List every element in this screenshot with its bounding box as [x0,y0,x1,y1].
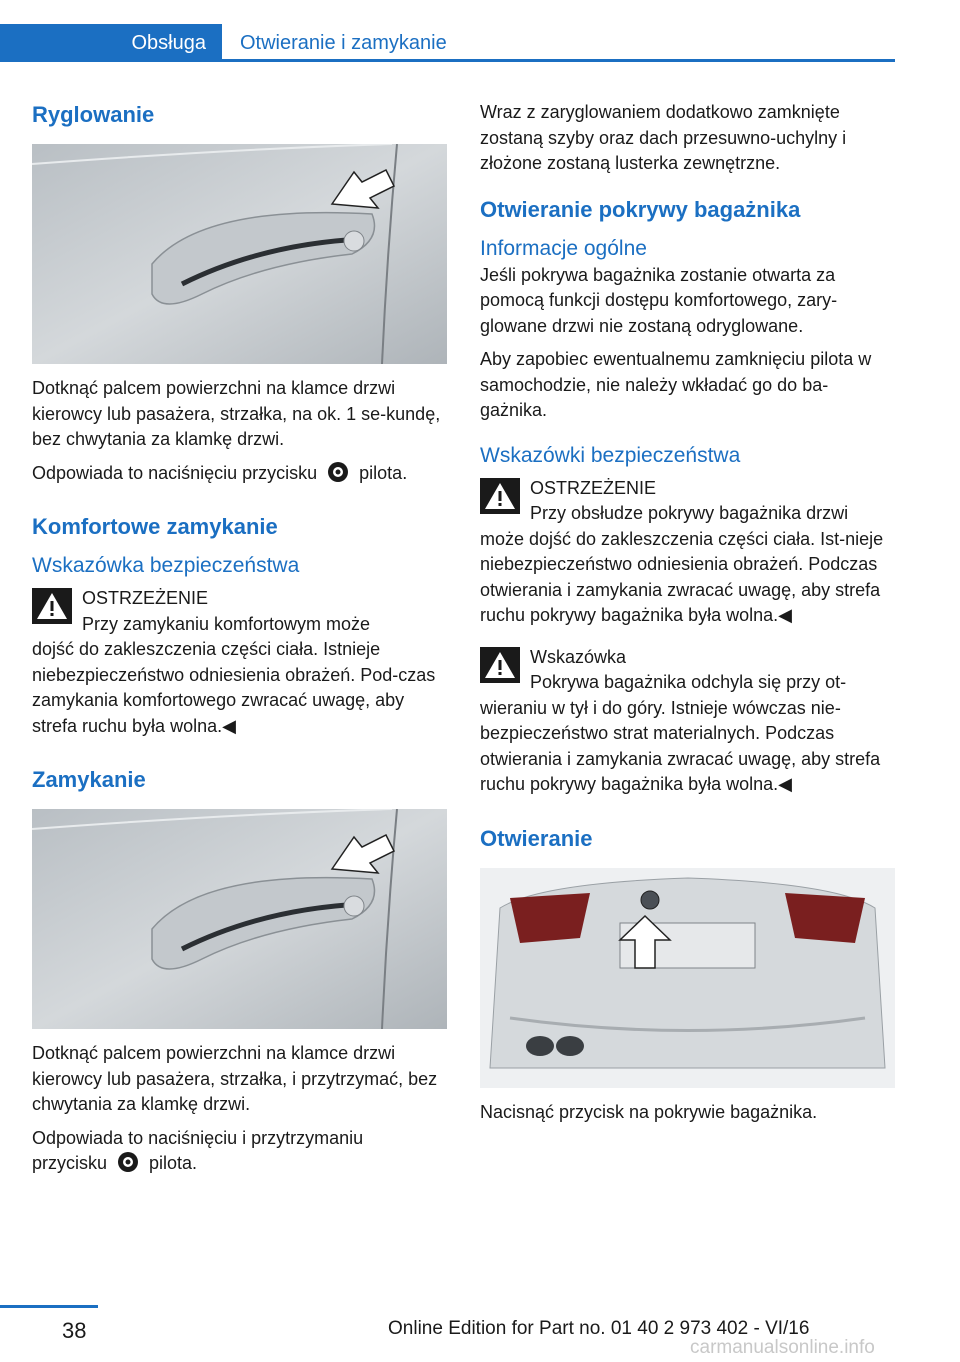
note-box [480,645,895,798]
right-column [480,100,895,1125]
warning-text: dojść do zakleszczenia części ciała. Istnieje niebezpieczeństwo odniesienia obrażeń. Pod‐czas zamykania komfortowego zwracać uwagę, aby strefa ruchu była wolna.◀ [32,639,436,736]
chapter-tab: Otwieranie i zamykanie [222,24,895,62]
warning-box [480,476,895,629]
warning-icon [32,588,72,624]
watermark: carmanualsonline.info [690,1337,875,1358]
lock-button-icon [327,461,349,483]
paragraph: Dotknąć palcem powierzchni na klamce drzwi kierowcy lub pasażera, strzałka, i przytrzymać, bez chwytania za klamkę drzwi. [32,1043,438,1114]
left-column [32,100,447,1177]
heading-wskazowka: Wskazówka bezpieczeństwa [32,554,300,577]
heading-zamykanie: Zamykanie [32,767,146,792]
heading-ryglowanie: Ryglowanie [32,102,155,127]
page-number: 38 [62,1318,87,1343]
footer-rule [0,1305,98,1308]
paragraph: Wraz z zaryglowaniem dodatkowo zamknięte zostaną szyby oraz dach przesuwno-uchylny i złożone zostaną lusterka zewnętrzne. [480,102,847,173]
warning-text: Przy obsłudze pokrywy bagażnika drzwi [530,503,849,523]
heading-wskazowki: Wskazówki bezpieczeństwa [480,443,741,467]
paragraph: Aby zapobiec ewentualnemu zamknięciu pilota w samochodzie, nie należy wkładać go do ba‐gażnika. [480,349,872,420]
heading-otwieranie: Otwieranie [480,825,593,851]
paragraph: Nacisnąć przycisk na pokrywie bagażnika. [480,1101,818,1122]
paragraph: przycisku pilota. [32,1153,198,1173]
heading-info: Informacje ogólne [480,236,647,260]
paragraph: Jeśli pokrywa bagażnika zostanie otwarta za pomocą funkcji dostępu komfortowego, zary‐glowane drzwi nie zostaną odryglowane. [480,264,838,336]
paragraph: Odpowiada to naciśnięciu przycisku pilota. [32,462,408,483]
paragraph: Odpowiada to naciśnięciu i przytrzymaniu [32,1127,364,1148]
note-text: wieraniu w tył i do góry. Istnieje wówczas nie‐bezpieczeństwo strat materialnych. Podczas otwierania i zamykania zwracać uwagę, aby strefa ruchu pokrywy bagażnika była wolna.◀ [480,697,881,794]
door-handle-hold-figure [32,809,447,1029]
trunk-figure [480,868,895,1088]
note-title: Wskazówka [530,646,627,667]
warning-text: Przy zamykaniu komfortowym może [82,613,371,634]
door-handle-figure [32,144,447,364]
warning-box [32,586,447,739]
heading-bagaznik: Otwieranie pokrywy bagażnika [480,196,801,222]
warning-title: OSTRZEŻENIE [82,588,209,608]
lock-button-icon [117,1151,139,1173]
warning-title: OSTRZEŻENIE [530,477,657,498]
warning-icon [480,647,520,683]
note-text: Pokrywa bagażnika odchyla się przy ot‐ [530,672,847,692]
heading-komfort: Komfortowe zamykanie [32,514,278,539]
warning-text: może dojść do zakleszczenia części ciała. Ist‐nieje niebezpieczeństwo odniesienia obrażeń. Podczas otwierania i zamykania zwracać uwagę, aby strefa ruchu pokrywy bagażnika była wolna.◀ [480,528,884,625]
warning-icon [480,478,520,514]
page-header [0,24,895,62]
paragraph: Dotknąć palcem powierzchni na klamce drzwi kierowcy lub pasażera, strzałka, na ok. 1 se‐kundę, bez chwytania za klamkę drzwi. [32,378,441,449]
edition-note: Online Edition for Part no. 01 40 2 973 402 - VI/16 [388,1318,810,1339]
section-tab: Obsługa [0,24,222,62]
